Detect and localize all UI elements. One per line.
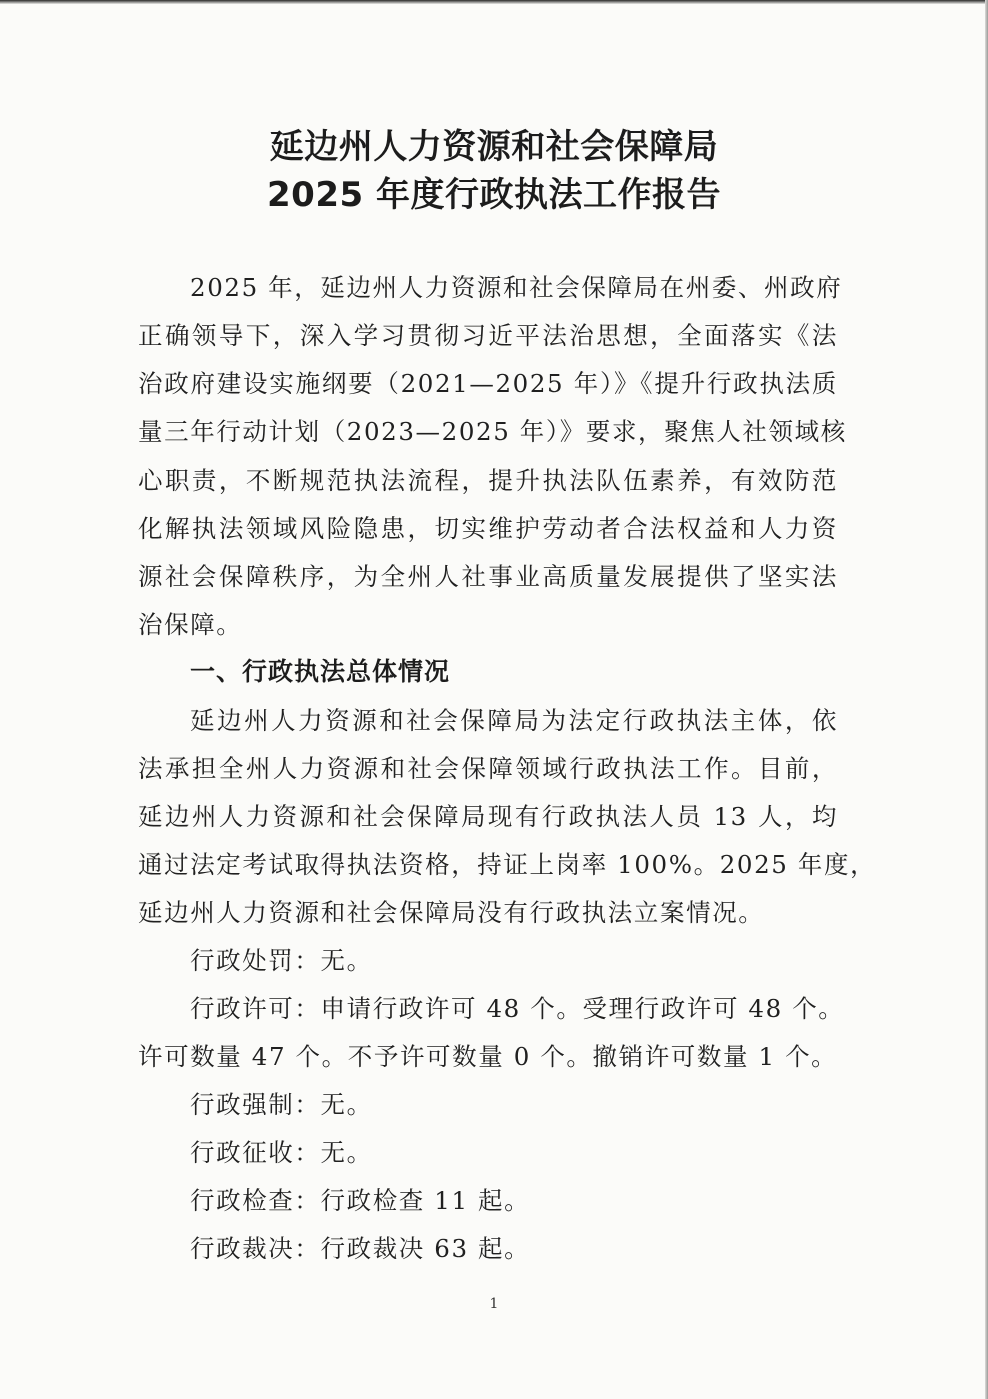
intro-line: 正确领导下，深入学习贯彻习近平法治思想，全面落实《法 — [138, 321, 838, 350]
page-number: 1 — [489, 1296, 499, 1312]
intro-line: 治保障。 — [138, 610, 243, 639]
section-line: 法承担全州人力资源和社会保障领域行政执法工作。目前， — [138, 754, 838, 783]
intro-line: 心职责，不断规范执法流程，提升执法队伍素养，有效防范 — [138, 466, 838, 495]
scan-edge-top — [0, 0, 988, 4]
intro-line: 2025 年，延边州人力资源和社会保障局在州委、州政府 — [190, 273, 843, 302]
document-title-line-1: 延边州人力资源和社会保障局 — [269, 127, 719, 167]
section-line: 延边州人力资源和社会保障局现有行政执法人员 13 人，均 — [138, 802, 838, 831]
intro-line: 治政府建设实施纲要（2021—2025 年）》《提升行政执法质 — [138, 369, 838, 398]
item-permit-line-2: 许可数量 47 个。不予许可数量 0 个。撤销许可数量 1 个。 — [138, 1042, 838, 1071]
section-line: 通过法定考试取得执法资格，持证上岗率 100%。2025 年度， — [138, 850, 877, 879]
item-penalty: 行政处罚：无。 — [190, 946, 373, 975]
intro-line: 源社会保障秩序，为全州人社事业高质量发展提供了坚实法 — [138, 562, 838, 591]
item-permit-line-1: 行政许可：申请行政许可 48 个。受理行政许可 48 个。 — [190, 994, 845, 1023]
section-line: 延边州人力资源和社会保障局为法定行政执法主体，依 — [190, 706, 838, 735]
item-ruling: 行政裁决：行政裁决 63 起。 — [190, 1234, 531, 1263]
section-heading: 一、行政执法总体情况 — [190, 657, 451, 686]
intro-line: 化解执法领域风险隐患，切实维护劳动者合法权益和人力资 — [138, 514, 838, 543]
document-title-line-2: 2025 年度行政执法工作报告 — [267, 175, 721, 215]
item-levy: 行政征收：无。 — [190, 1138, 373, 1167]
item-enforcement: 行政强制：无。 — [190, 1090, 373, 1119]
item-inspection: 行政检查：行政检查 11 起。 — [190, 1186, 531, 1215]
intro-line: 量三年行动计划（2023—2025 年）》要求，聚焦人社领域核 — [138, 417, 847, 446]
section-line: 延边州人力资源和社会保障局没有行政执法立案情况。 — [138, 898, 765, 927]
